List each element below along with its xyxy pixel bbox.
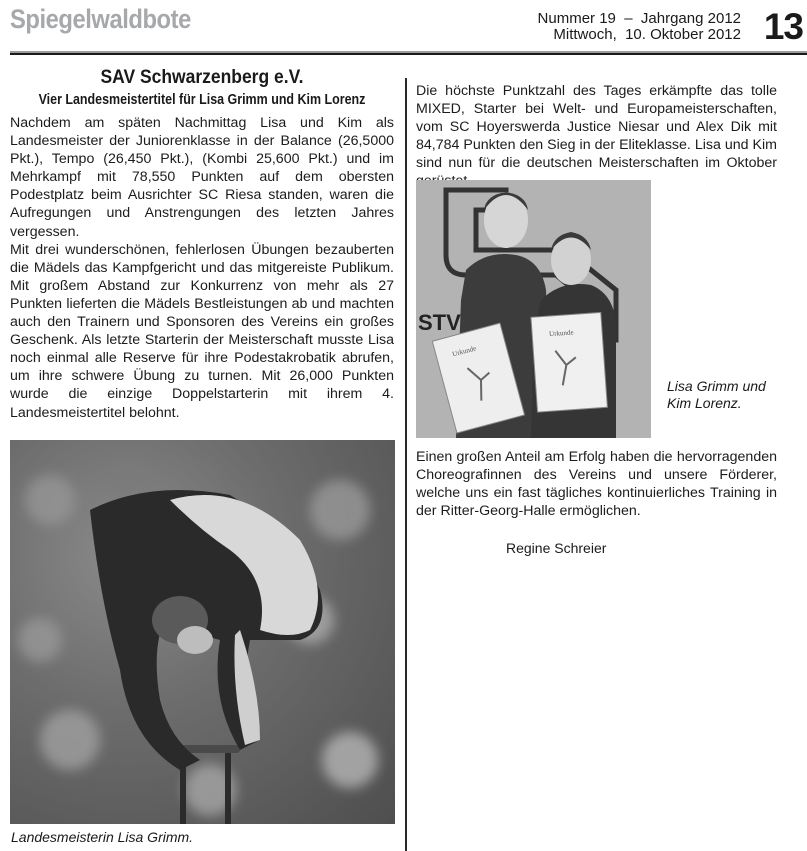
newspaper-masthead: Spiegelwaldbote: [10, 4, 191, 34]
organization-title: SAV Schwarzenberg e.V.: [100, 67, 304, 88]
photo-lisa-and-kim: [416, 180, 651, 438]
issue-number: Nummer 19 – Jahrgang 2012: [537, 10, 741, 27]
banner-stv-text: STV: [418, 310, 461, 335]
page-number: 13: [763, 6, 803, 47]
article-body-right-bottom: [416, 448, 777, 520]
paragraph: Einen großen Anteil am Erfolg haben die hervorragenden Choreografinnen des Vereins und unsere Förderer, welche uns ein fast tägliches kontinuierliches Training in der Ritter-Georg-Halle ermöglichen.: [416, 449, 777, 520]
article-headline: Vier Landesmeistertitel für Lisa Grimm und Kim Lorenz: [38, 92, 366, 108]
header-rule-black: [10, 53, 807, 55]
issue-date: Mittwoch, 10. Oktober 2012: [553, 26, 741, 43]
caption-line: Lisa Grimm und: [667, 378, 766, 394]
article-body-right-top: [416, 82, 777, 191]
caption-line: Kim Lorenz.: [667, 395, 742, 411]
certificate-label: Urkunde: [548, 328, 574, 339]
acrobat-illustration: [10, 440, 395, 824]
photo-caption-lisa-kim: [667, 378, 766, 412]
column-divider: [405, 78, 407, 851]
podium-photo-illustration: [416, 180, 651, 438]
paragraph: Mit drei wunderschönen, fehlerlosen Übungen bezauberten die Mädels das Kampfgericht und das mitgereiste Publikum. Mit großem Abstand zur Konkurrenz von mehr als 27 Punkten lieferten die Mädels Bestleistungen ab und machten auch den Trainern und Sponsoren des Vereins ein großes Geschenk. Als letzte Starterin der Meisterschaft musste Lisa noch einmal alle Reserve für ihre Podestakrobatik abrufen, um ihre schwere Übung zu turnen. Mit 26,000 Punkten wurde die einzige Doppelstarterin mit ihrem 4. Landesmeistertitel belohnt.: [10, 241, 394, 421]
photo-acrobat-handstand: [10, 440, 395, 824]
left-column: [10, 66, 394, 422]
issue-info: [538, 11, 741, 43]
paragraph: Die höchste Punktzahl des Tages erkämpfte das tolle MIXED, Starter bei Welt- und Europameisterschaften, vom SC Hoyerswerda Justice Niesar und Alex Dik mit 84,784 Punkten den Sieg in der Eliteklasse. Lisa und Kim sind nun für die deutschen Meisterschaften im Oktober: [416, 83, 777, 172]
photo-caption-lisa: Landesmeisterin Lisa Grimm.: [11, 829, 194, 845]
article-body-left: [10, 114, 394, 422]
certificate-label: Urkunde: [451, 344, 478, 359]
paragraph: Nachdem am späten Nachmittag Lisa und Kim als Landesmeister der Juniorenklasse in der Balance (26,5000 Pkt.), Tempo (26,450 Pkt.), (Kombi 25,600 Pkt.) und im Mehrkampf mit 78,550 Punkten auf dem obersten Podestplatz beim Ausrichter SC Riesa standen, waren die Aufregungen und Anstrengungen des letzten Jahres vergessen.: [10, 115, 394, 240]
article-author: Regine Schreier: [506, 540, 607, 556]
